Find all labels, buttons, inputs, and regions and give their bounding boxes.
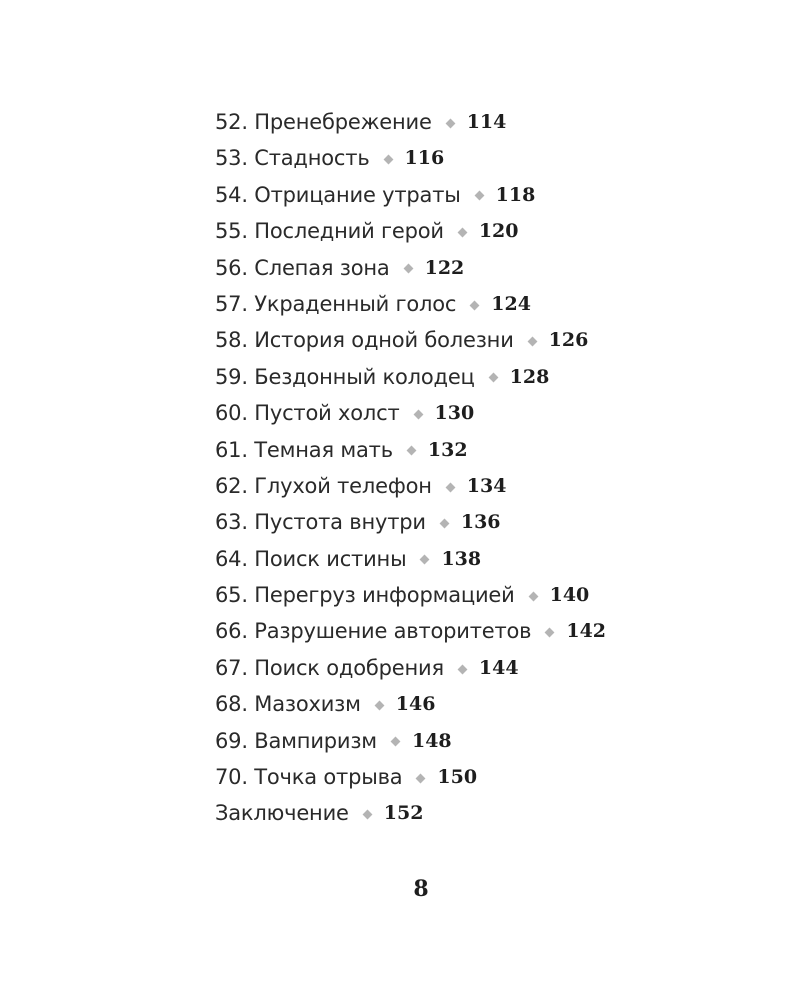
diamond-bullet-icon [528, 591, 538, 601]
toc-entry-page: 148 [411, 729, 452, 752]
diamond-bullet-icon [413, 409, 423, 419]
toc-entry [215, 613, 606, 649]
toc-entry-page: 134 [466, 474, 507, 497]
diamond-bullet-icon [445, 118, 455, 128]
diamond-bullet-icon [420, 555, 430, 565]
toc-entry-page: 128 [509, 365, 550, 388]
toc-entry-page: 150 [437, 766, 478, 789]
toc-entry [215, 104, 606, 140]
toc-entry-page: 122 [424, 256, 465, 279]
toc-entry [215, 686, 606, 722]
diamond-bullet-icon [457, 227, 467, 237]
toc-entry [215, 577, 606, 613]
toc-entry [215, 140, 606, 176]
toc-entry-title: 53. Стадность [215, 146, 370, 171]
toc-entry-title: 64. Поиск истины [215, 546, 407, 571]
toc-entry-title: 54. Отрицание утраты [215, 182, 461, 207]
toc-entry-page: 118 [495, 183, 536, 206]
toc-entry [215, 250, 606, 286]
toc-entry-title: 69. Вампиризм [215, 728, 377, 753]
diamond-bullet-icon [488, 373, 498, 383]
toc-entry [215, 432, 606, 468]
toc-entry-page: 142 [566, 620, 607, 643]
toc-entry-title: 62. Глухой телефон [215, 473, 432, 498]
toc-entry [215, 759, 606, 795]
toc-entry-title: 57. Украденный голос [215, 291, 457, 316]
toc-entry-title: 60. Пустой холст [215, 401, 400, 426]
toc-entry-title: 52. Пренебрежение [215, 110, 432, 134]
toc-entry-title: 56. Слепая зона [215, 255, 390, 280]
diamond-bullet-icon [457, 664, 467, 674]
toc-entry [215, 795, 606, 831]
toc-entry-title: 70. Точка отрыва [215, 765, 403, 790]
toc-entry-title: 68. Мазохизм [215, 692, 361, 717]
table-of-contents [215, 104, 606, 832]
toc-entry-title: 59. Бездонный колодец [215, 364, 475, 389]
diamond-bullet-icon [362, 810, 372, 820]
diamond-bullet-icon [445, 482, 455, 492]
toc-entry [215, 213, 606, 249]
toc-entry-title: 67. Поиск одобрения [215, 655, 444, 680]
diamond-bullet-icon [374, 700, 384, 710]
diamond-bullet-icon [474, 191, 484, 201]
toc-entry [215, 468, 606, 504]
diamond-bullet-icon [416, 773, 426, 783]
toc-entry-title: 65. Перегруз информацией [215, 583, 515, 608]
diamond-bullet-icon [383, 155, 393, 165]
toc-entry [215, 723, 606, 759]
toc-entry-title: 58. История одной болезни [215, 328, 514, 353]
diamond-bullet-icon [470, 300, 480, 310]
toc-entry-page: 116 [404, 147, 445, 170]
toc-entry [215, 395, 606, 431]
diamond-bullet-icon [391, 737, 401, 747]
diamond-bullet-icon [403, 264, 413, 274]
toc-entry [215, 286, 606, 322]
toc-entry-title: 61. Темная мать [215, 437, 393, 462]
toc-entry [215, 504, 606, 540]
toc-entry-title: Заключение [215, 801, 349, 826]
page-number: 8 [413, 876, 429, 902]
toc-entry-title: 63. Пустота внутри [215, 510, 426, 535]
toc-entry [215, 177, 606, 213]
diamond-bullet-icon [439, 519, 449, 529]
toc-entry-page: 138 [441, 547, 482, 570]
toc-entry-page: 146 [395, 693, 436, 716]
toc-entry [215, 541, 606, 577]
toc-entry-page: 126 [548, 329, 589, 352]
toc-entry-page: 136 [460, 511, 501, 534]
diamond-bullet-icon [545, 628, 555, 638]
toc-entry [215, 650, 606, 686]
diamond-bullet-icon [406, 446, 416, 456]
toc-entry-page: 130 [434, 402, 475, 425]
toc-entry-page: 114 [466, 111, 507, 133]
diamond-bullet-icon [527, 337, 537, 347]
toc-entry-page: 140 [549, 584, 590, 607]
toc-entry-page: 124 [491, 292, 531, 315]
toc-entry-page: 120 [478, 220, 519, 243]
toc-entry-page: 144 [478, 656, 519, 679]
toc-entry-title: 55. Последний герой [215, 219, 444, 244]
toc-entry-title: 66. Разрушение авторитетов [215, 619, 532, 644]
toc-entry [215, 322, 606, 358]
toc-entry-page: 132 [427, 438, 468, 461]
toc-entry-page: 152 [383, 802, 424, 825]
toc-entry [215, 359, 606, 395]
